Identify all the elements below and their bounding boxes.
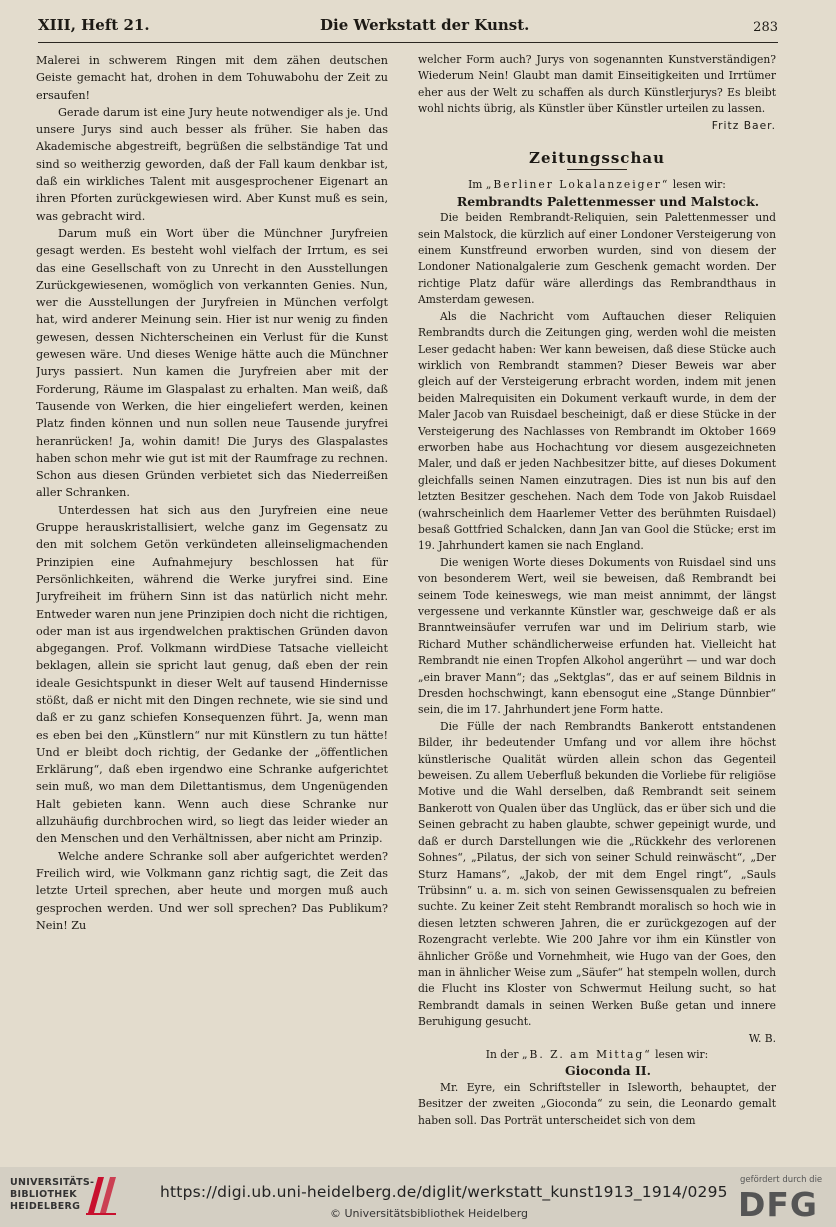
permalink[interactable]: https://digi.ub.uni-heidelberg.de/diglit/werkstatt_kunst1913_1914/0295	[160, 1183, 728, 1201]
library-logo-icon	[84, 1173, 118, 1217]
paragraph: Die beiden Rembrandt-Reliquien, sein Palettenmesser und sein Malstock, die kürzlich auf einer Londoner Versteigerung von einem Kunstfreund erworben wurden, sind von diesem der Londoner Nationalgalerie zum Geschenk gemacht worden. Der richtige Platz dafür wäre allerdings das Rembrandthaus in Amsterdam gewesen.	[418, 211, 776, 307]
library-name[interactable]: UNIVERSITÄTS- BIBLIOTHEK HEIDELBERG	[10, 1177, 95, 1212]
paragraph: Welche andere Schranke soll aber aufgerichtet werden? Freilich wird, wie Volkmann ganz richtig sagt, die Zeit das letzte Urteil sprechen, aber heute und morgen muß auch gesprochen werden. Und wer soll sprechen? Das Publikum? Nein! Zu	[36, 849, 388, 932]
source-name: „Berliner Lokalanzeiger“	[485, 178, 670, 192]
journal-title: Die Werkstatt der Kunst.	[320, 16, 530, 34]
source-intro: Im „Berliner Lokalanzeiger“ lesen wir:	[468, 178, 726, 192]
left-column	[36, 52, 388, 1157]
paragraph: welcher Form auch? Jurys von sogenannten Kunstverständigen? Wiederum Nein! Glaubt man damit Einseitigkeiten und Irrtümer eher aus der Welt zu schaffen als durch Künstlerjurys? Es bleibt wohl nichts übrig, als Künstler über Künstler urteilen zu lassen.	[418, 53, 776, 116]
article-title: Gioconda II.	[564, 1063, 652, 1079]
source-name: „B. Z. am Mittag“	[521, 1047, 652, 1061]
paragraph: Die wenigen Worte dieses Dokuments von Ruisdael sind uns von besonderem Wert, weil sie beweisen, daß Rembrandt bei seinem Tode keineswegs, wie man meist annimmt, der längst vergessene und verkannte Künstler war, geschweige daß er als Branntweinsäufer verrufen war und im Delirium starb, wie Richard Muther schändlicherweise erfunden hat. Vielleicht hat Rembrandt nie einen Tropfen Alkohol angerührt — und war doch „ein braver Mann“; das „Sektglas“, das er auf seinem Bildnis in Dresden hochschwingt, kann ebensogut eine „Stange Dünnbier“ sein, die im 17. Jahrhundert jene Form hatte.	[418, 555, 776, 717]
copyright-notice: © Universitätsbibliothek Heidelberg	[330, 1207, 529, 1220]
paragraph: Unterdessen hat sich aus den Juryfreien eine neue Gruppe herauskristallisiert, welche ganz im Gegensatz zu den mit solchem Getön verkündeten alleinseligmachenden Prinzipien eine Aufnahmejury beschlossen hat für Persönlichkeiten, während die Werke juryfrei sind. Eine Juryfreiheit im frühern Sinn ist das natürlich nicht mehr. Entweder waren nun jene Prinzipien doch nicht die richtigen, oder man ist aus irgendwelchen praktischen Gründen davon abgegangen. Prof. Volkmann wirdDiese Tatsache vielleicht beklagen, allein sie spricht laut genug, daß eben der rein ideale Gesichtspunkt in dieser Welt auf tausend Hindernisse stößt, daß er nicht mit den Dingen rechnete, wie sie sind und daß er zu ganz schiefen Konsequenzen führt. Ja, wenn man es eben bei den „Künstlern“ nur mit Künstlern zu tun hätte! Und er bleibt doch richtig, der Gedanke der „öffentlichen Erklärung“, daß eben irgendwo eine Schranke aufgerichtet sein muß, wo man dem Dilettantismus, dem Ungenügenden Halt gebieten kann. Wenn auch diese Schranke nur allzuhäufig durchbrochen wird, so liegt das leider wieder an den Menschen und den Verhältnissen, aber nicht am Prinzip.	[36, 503, 388, 846]
page-number: 283	[753, 20, 778, 35]
issue-number: XIII, Heft 21.	[38, 16, 150, 34]
author-initials: W. B.	[748, 1031, 776, 1045]
dfg-logo[interactable]: DFG	[738, 1185, 819, 1224]
paragraph: Darum muß ein Wort über die Münchner Juryfreien gesagt werden. Es besteht wohl vielfach der Irrtum, es sei das eine Gesellschaft von zu Unrecht in den Ausstellungen Zurückgewiesenen, womöglich von verkannten Genies. Nun, wer die Ausstellungen der Juryfreien in München verfolgt hat, wird anderer Meinung sein. Hier ist nur wenig zu finden gewesen, dessen Nichterscheinen ein Verlust für die Kunst gewesen wäre. Und dieses Wenige hätte auch die Münchner Jurys passiert. Nun kamen die Juryfreien aber mit der Forderung, Räume im Glaspalast zu erhalten. Man weiß, daß Tausende von Werken, die hier eingeliefert werden, keinen Platz finden können und nun sollen neue Tausende juryfrei heranrücken! Ja, wohin damit! Die Jurys des Glaspalastes haben schon mehr wie gut ist mit der Raumfrage zu rechnen. Schon aus diesen Gründen verbietet sich das Niederreißen aller Schranken.	[36, 226, 388, 500]
paragraph: Mr. Eyre, ein Schriftsteller in Isleworth, behauptet, der Besitzer der zweiten „Gioconda“ zu sein, die Leonardo gemalt haben soll. Das Porträt unterscheidet sich von dem	[418, 1080, 776, 1127]
article-title: Rembrandts Palettenmesser und Malstock.	[456, 193, 760, 209]
running-head	[38, 16, 778, 40]
header-rule	[38, 42, 778, 43]
paragraph: Gerade darum ist eine Jury heute notwendiger als je. Und unsere Jurys sind auch besser als früher. Sie haben das Akademische abgestreift, begrüßen die selbständige Tat und sind so weitherzig geworden, daß der Fall kaum denkbar ist, daß ein wirkliches Talent mit ausgesprochener Eigenart an ihren Pforten zurückgewiesen wird. Aber Kunst muß es sein, was gebracht wird.	[36, 105, 388, 223]
viewer-footer	[0, 1167, 836, 1227]
paragraph: Als die Nachricht vom Auftauchen dieser Reliquien Rembrandts durch die Zeitungen ging, werden wohl die meisten Leser gedacht haben: Wer kann beweisen, daß diese Stücke auch wirklich von Rembrandt stammen? Dieser Beweis war aber gleich auf der Versteigerung erbracht worden, indem mit jenen beiden Malrequisiten ein Dokument verkauft wurde, in dem der Maler Jacob van Ruisdael bescheinigt, daß er diese Stücke in der Versteigerung des Nachlasses von Rembrandt im Oktober 1669 erworben habe aus Hochachtung vor diesem ausgezeichneten Maler, und daß er jeden Nachbesitzer bitte, auf dieses Dokument gleichfalls seinen Namen einzutragen. Dies ist nun bis auf den letzten Besitzer geschehen. Nach dem Tode von Jakob Ruisdael (wahrscheinlich dem Haarlemer Vetter des berühmten Ruisdael) besaß Gottfried Schalcken, dann Jan van Gool die Stücke; erst im 19. Jahrhundert kamen sie nach England.	[418, 309, 776, 553]
section-title: Zeitungsschau	[529, 149, 665, 168]
funding-label: gefördert durch die	[740, 1175, 823, 1185]
paragraph: Die Fülle der nach Rembrandts Bankerott entstandenen Bilder, ihr bedeutender Umfang und vor allem ihre höchst künstlerische Qualität würden allein schon das Gegenteil beweisen. Zu allem Ueberfluß bekunden die Vorliebe für religiöse Motive und die Wahl derselben, daß Rembrandt seit seinem Bankerott von Qualen über das Unglück, das er über sich und die Seinen gebracht zu haben glaubte, schwer gepeinigt wurde, und daß er durch Darstellungen wie die „Rückkehr des verlorenen Sohnes“, „Pilatus, der sich von seiner Schuld reinwäscht“, „Der Sturz Hamans“, „Jakob, der mit dem Engel ringt“, „Sauls Trübsinn“ u. a. m. sich von seinen Gewissensqualen zu befreien suchte. Zu keiner Zeit steht Rembrandt moralisch so hoch wie in diesen letzten schweren Jahren, die er zurückgezogen auf der Rozengracht verlebte. Wie 200 Jahre vor ihm ein Künstler von ähnlicher Größe und Vornehmheit, wie Hugo van der Goes, den man in ähnlicher Weise zum „Säufer“ hat stempeln wollen, durch die Flucht ins Kloster von Schwermut Heilung sucht, so hat Rembrandt damals in seinen Werken Buße getan und innere Beruhigung gesucht.	[418, 719, 776, 1029]
right-column	[418, 52, 776, 1157]
author-signature: Fritz Baer.	[711, 118, 776, 132]
paragraph: Malerei in schwerem Ringen mit dem zähen deutschen Geiste gemacht hat, drohen in dem Tohuwabohu der Zeit zu ersaufen!	[36, 54, 388, 102]
divider	[567, 169, 627, 170]
source-intro: In der „B. Z. am Mittag“ lesen wir:	[485, 1047, 709, 1061]
